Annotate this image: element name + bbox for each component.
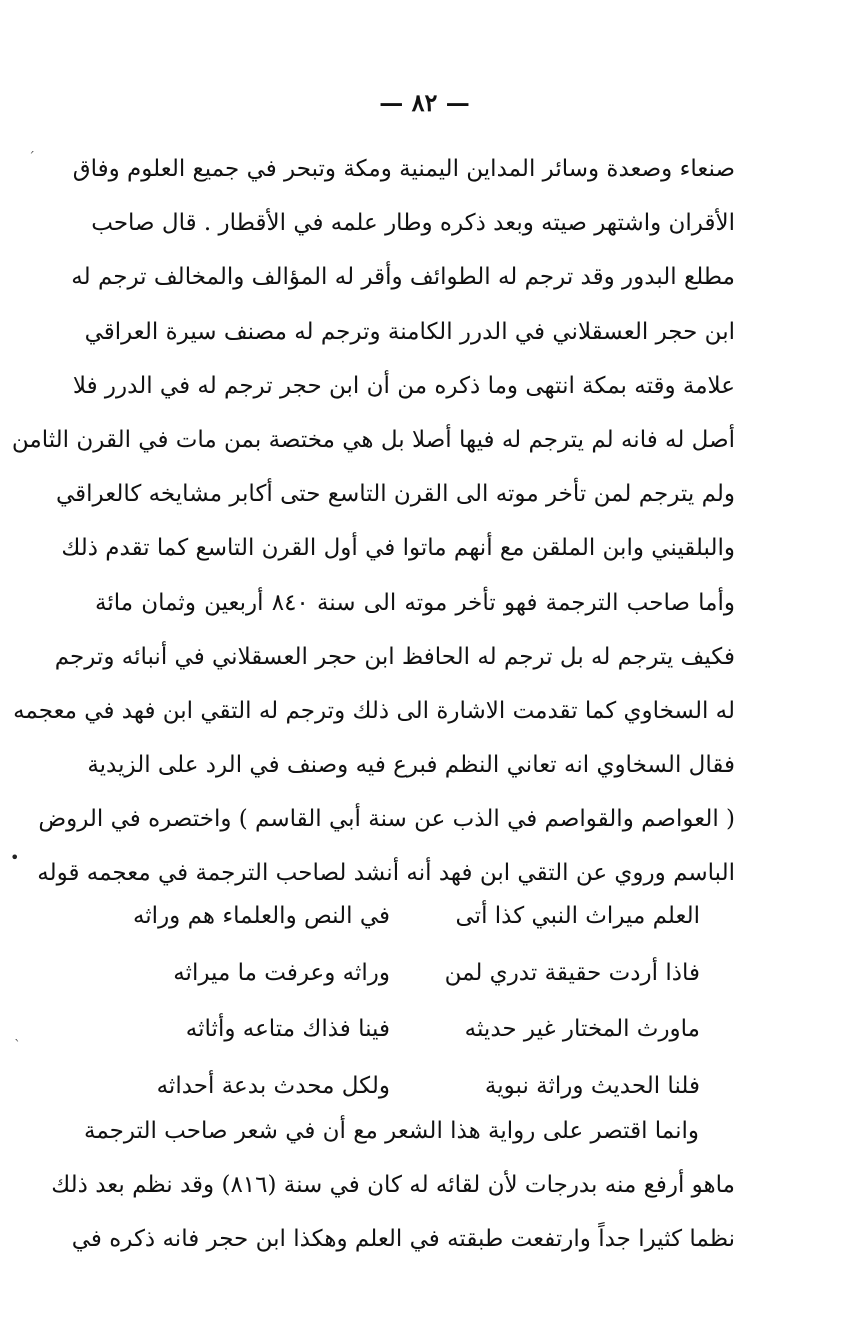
text-line: له السخاوي كما تقدمت الاشارة الى ذلك وترجم له التقي ابن فهد في معجمه — [13, 697, 735, 724]
text-line: وانما اقتصر على رواية هذا الشعر مع أن في شعر صاحب الترجمة — [83, 1118, 699, 1144]
verse-line — [140, 945, 700, 1002]
text-line: علامة وقته بمكة انتهى وما ذكره من أن ابن حجر ترجم له في الدرر فلا — [72, 372, 735, 399]
text-line: أصل له فانه لم يترجم له فيها أصلا بل هي مختصة بمن مات في القرن الثامن — [11, 426, 735, 453]
text-line: ولم يترجم لمن تأخر موته الى القرن التاسع حتى أكابر مشايخه كالعراقي — [55, 481, 735, 508]
text-line: الأقران واشتهر صيته وبعد ذكره وطار علمه في الأقطار . قال صاحب — [91, 210, 735, 237]
verse-first-hemistich: فلنا الحديث وراثة نبوية — [484, 1072, 700, 1099]
verse-line — [132, 888, 700, 945]
text-line: ( العواصم والقواصم في الذب عن سنة أبي القاسم ) واختصره في الروض — [38, 806, 735, 833]
text-line: نظما كثيرا جداً وارتفعت طبقته في العلم وهكذا ابن حجر فانه ذكره في — [71, 1226, 735, 1253]
verse-second-hemistich: في النص والعلماء هم وراثه — [132, 903, 390, 929]
verse-second-hemistich: وراثه وعرفت ما ميراثه — [173, 959, 390, 986]
text-line: ابن حجر العسقلاني في الدرر الكامنة وترجم له مصنف سيرة العراقي — [84, 318, 735, 345]
margin-speck: ˋ — [14, 1038, 21, 1054]
poem-verses — [132, 888, 700, 1114]
text-line: مطلع البدور وقد ترجم له الطوائف وأقر له المؤالف والمخالف ترجم له — [71, 264, 735, 291]
verse-first-hemistich: فاذا أردت حقيقة تدري لمن — [444, 959, 700, 986]
text-line: فقال السخاوي انه تعاني النظم فبرع فيه وصنف في الرد على الزيدية — [87, 752, 735, 779]
text-line: وأما صاحب الترجمة فهو تأخر موته الى سنة ٨٤٠ أربعين وثمان مائة — [95, 589, 736, 616]
margin-speck: • — [10, 848, 20, 867]
text-line: صنعاء وصعدة وسائر المداين اليمنية ومكة وتبحر في جميع العلوم وفاق — [72, 156, 735, 182]
closing-paragraph — [51, 1104, 735, 1267]
page-number: — ٨٢ — — [379, 88, 470, 117]
verse-first-hemistich: العلم ميراث النبي كذا أتى — [455, 903, 700, 929]
verse-first-hemistich: ماورث المختار غير حديثه — [464, 1016, 700, 1042]
verse-second-hemistich: فينا فذاك متاعه وأثاثه — [185, 1016, 390, 1042]
margin-speck: ˊ — [28, 150, 35, 166]
verse-second-hemistich: ولكل محدث بدعة أحداثه — [156, 1072, 390, 1099]
text-line: فكيف يترجم له بل ترجم له الحافظ ابن حجر العسقلاني في أنبائه وترجم — [54, 643, 735, 670]
body-paragraph — [11, 142, 736, 901]
verse-line — [140, 1001, 700, 1058]
text-line: ماهو أرفع منه بدرجات لأن لقائه له كان في سنة (٨١٦) وقد نظم بعد ذلك — [51, 1172, 735, 1199]
text-line: والبلقيني وابن الملقن مع أنهم ماتوا في أول القرن التاسع كما تقدم ذلك — [61, 535, 735, 562]
text-line: الباسم وروي عن التقي ابن فهد أنه أنشد لصاحب الترجمة في معجمه قوله — [37, 860, 735, 887]
